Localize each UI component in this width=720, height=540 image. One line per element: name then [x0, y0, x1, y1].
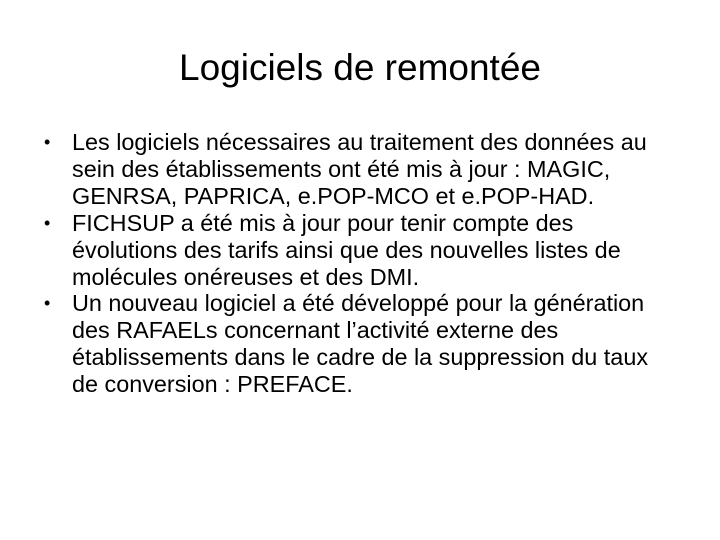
bullet-text: Un nouveau logiciel a été développé pour la génération des RAFAELs concernant l’activité externe des établissements dans le cadre de la suppression du taux de conversion : PREFACE. [72, 290, 649, 398]
bullet-list [40, 129, 680, 398]
bullet-item [40, 129, 680, 210]
bullet-item [40, 290, 680, 398]
slide-title: Logiciels de remontée [179, 47, 541, 88]
bullet-dot-icon: • [44, 212, 51, 233]
bullet-text: Les logiciels nécessaires au traitement des données au sein des établissements ont été mis à jour : MAGIC, GENRSA, PAPRICA, e.POP-MCO et e.POP-HAD. [72, 129, 647, 209]
bullet-dot-icon: • [44, 132, 51, 152]
bullet-item [40, 210, 680, 291]
bullet-text: FICHSUP a été mis à jour pour tenir compte des évolutions des tarifs ainsi que des nouvelles listes de molécules onéreuses et des DMI. [72, 209, 621, 290]
bullet-dot-icon: • [44, 293, 51, 314]
